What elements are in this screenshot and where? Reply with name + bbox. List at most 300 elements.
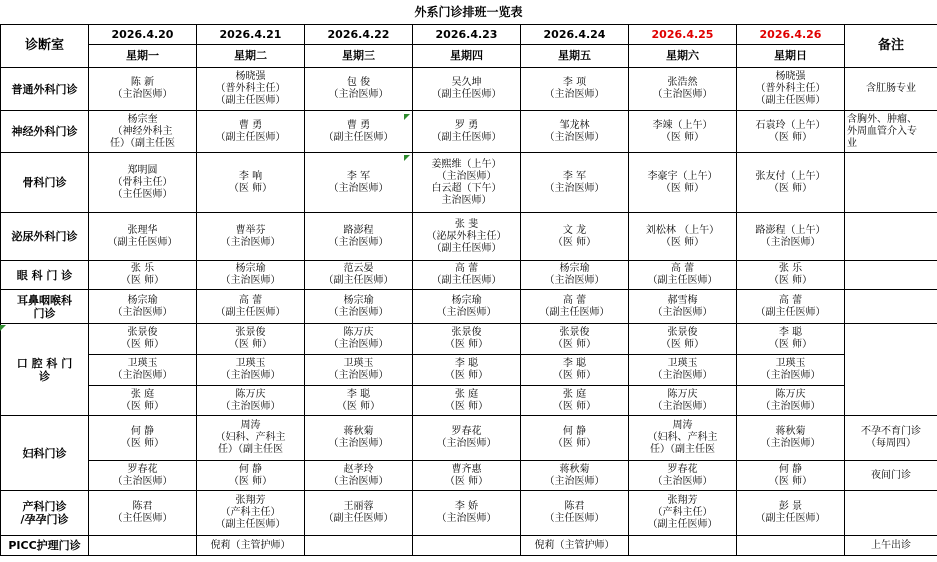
schedule-cell — [521, 355, 629, 386]
cell-line: 卫瑛玉 — [775, 358, 806, 369]
cell-line: （产科主任） — [220, 507, 281, 518]
cell-line: 含胸外、肿瘤、 — [847, 113, 917, 125]
row-ent — [1, 290, 937, 324]
schedule-table — [0, 24, 937, 556]
cell-line: （主治医师） — [652, 400, 713, 412]
schedule-cell — [305, 386, 413, 416]
cell-line: 曹 勇 — [346, 119, 371, 131]
cell-line: 妇科门诊 — [22, 446, 67, 460]
schedule-cell — [521, 261, 629, 290]
weekday-header — [521, 45, 629, 68]
date-header — [413, 25, 521, 45]
cell-line: 高 蕾 — [562, 294, 587, 306]
schedule-cell — [629, 153, 737, 213]
cell-line: 文 龙 — [562, 224, 587, 236]
cell-line: 星期日 — [774, 49, 807, 62]
schedule-cell — [521, 416, 629, 461]
cell-line: 2026.4.20 — [111, 27, 174, 41]
cell-line: 产科门诊 — [22, 500, 67, 513]
cell-line: 2026.4.25 — [651, 27, 714, 41]
cell-line: 口 腔 科 门 — [16, 356, 73, 370]
cell-line: （副主任医师） — [215, 131, 286, 143]
cell-line: （主治医师） — [544, 131, 605, 143]
cell-line: 曹 勇 — [238, 119, 263, 131]
cell-line: （主治医师） — [544, 475, 605, 487]
schedule-cell — [89, 491, 197, 536]
cell-line: 陈万庆 — [775, 388, 806, 400]
date-header — [737, 25, 845, 45]
schedule-cell — [197, 324, 305, 355]
schedule-cell — [413, 261, 521, 290]
cell-line: （医 师） — [660, 182, 705, 194]
schedule-cell — [305, 416, 413, 461]
cell-line: （主治医师） — [760, 400, 821, 412]
note-header — [845, 25, 937, 68]
cell-line: 陈君 — [132, 501, 153, 512]
schedule-cell — [197, 355, 305, 386]
cell-line: 王丽蓉 — [343, 501, 374, 512]
cell-line: （医 师） — [120, 438, 165, 449]
cell-line: 普通外科门诊 — [11, 82, 78, 96]
room-name — [1, 536, 89, 556]
schedule-cell — [737, 213, 845, 261]
schedule-cell — [629, 111, 737, 153]
page-title: 外系门诊排班一览表 — [414, 5, 523, 19]
schedule-cell — [305, 355, 413, 386]
cell-line: 张景俊 — [127, 327, 158, 338]
date-header — [89, 25, 197, 45]
cell-line: 诊断室 — [24, 38, 64, 53]
cell-line: 2026.4.24 — [543, 27, 606, 41]
schedule-cell — [629, 355, 737, 386]
cell-line: （副主任医师） — [323, 275, 394, 286]
note-cell — [845, 461, 937, 491]
cell-line: （医 师） — [768, 275, 813, 286]
row-urology — [1, 213, 937, 261]
date-header — [305, 25, 413, 45]
cell-line: （医 师） — [336, 400, 381, 412]
schedule-cell — [521, 461, 629, 491]
cell-line: 李 娇 — [454, 501, 479, 512]
cell-line: （主治医师） — [328, 475, 389, 487]
cell-line: 星期三 — [342, 49, 375, 62]
cell-line: 陈万庆 — [667, 388, 698, 400]
cell-line: （神经外科主 — [112, 125, 173, 137]
cell-line: （医 师） — [552, 339, 597, 350]
cell-line: 诊 — [39, 369, 50, 383]
cell-line: 张 庭 — [130, 388, 155, 400]
note-cell — [845, 416, 937, 461]
schedule-cell — [737, 290, 845, 324]
cell-line: （副主任医师） — [647, 519, 718, 530]
schedule-cell — [305, 68, 413, 111]
room-name — [1, 491, 89, 536]
row-gynecology — [1, 461, 937, 491]
cell-line: 主治医师） — [441, 194, 492, 206]
schedule-cell — [305, 324, 413, 355]
cell-line: 任）（副主任医 — [218, 444, 283, 455]
cell-line: 张浩然 — [667, 77, 698, 88]
cell-line: 星期二 — [234, 49, 267, 62]
cell-line: （医 师） — [444, 339, 489, 350]
schedule-cell — [305, 491, 413, 536]
cell-line: （主治医师） — [652, 306, 713, 318]
weekday-header — [413, 45, 521, 68]
schedule-cell — [89, 355, 197, 386]
cell-line: （主治医师） — [760, 438, 821, 449]
schedule-cell — [629, 536, 737, 556]
schedule-cell — [197, 461, 305, 491]
cell-line: 不孕不育门诊 — [861, 426, 921, 437]
schedule-cell — [737, 68, 845, 111]
schedule-cell — [521, 68, 629, 111]
weekday-header — [197, 45, 305, 68]
schedule-cell — [305, 153, 413, 213]
cell-line: 耳鼻咽喉科 — [17, 293, 72, 307]
schedule-cell — [89, 416, 197, 461]
schedule-cell — [89, 461, 197, 491]
cell-line: （主治医师） — [652, 89, 713, 100]
note-cell — [845, 213, 937, 261]
schedule-cell — [629, 324, 737, 355]
schedule-cell — [737, 261, 845, 290]
cell-line: 夜间门诊 — [871, 469, 911, 481]
cell-line: PICC护理门诊 — [8, 539, 81, 552]
cell-line: （主治医师） — [544, 89, 605, 100]
cell-line: 高 蕾 — [670, 263, 695, 274]
schedule-cell — [89, 111, 197, 153]
cell-line: 倪莉（主管护师） — [534, 539, 615, 551]
cell-line: 周涛 — [240, 420, 261, 431]
schedule-cell — [521, 324, 629, 355]
note-cell — [845, 153, 937, 213]
schedule-cell — [629, 213, 737, 261]
cell-line: 星期四 — [450, 49, 483, 62]
room-name — [1, 213, 89, 261]
note-cell — [845, 111, 937, 153]
schedule-cell — [197, 68, 305, 111]
cell-line: 何 静 — [778, 463, 803, 475]
cell-line: （普外科主任） — [755, 83, 826, 94]
cell-line: （主治医师） — [328, 306, 389, 318]
cell-line: 罗 勇 — [454, 119, 479, 131]
cell-line: 郑明圆 — [127, 164, 158, 176]
cell-line: 张景俊 — [559, 327, 590, 338]
cell-line: （医 师） — [768, 131, 813, 143]
cell-line: （主治医师） — [112, 370, 173, 381]
schedule-cell — [737, 416, 845, 461]
schedule-cell — [197, 290, 305, 324]
cell-line: （主治医师） — [760, 370, 821, 381]
cell-line: （副主任医师） — [431, 89, 502, 100]
schedule-cell — [737, 153, 845, 213]
date-header — [629, 25, 737, 45]
cell-line: （主治医师） — [220, 236, 281, 248]
cell-line: （主治医师） — [436, 306, 497, 318]
cell-line: （主治医师） — [652, 475, 713, 487]
schedule-cell — [629, 491, 737, 536]
cell-line: （主治医师） — [436, 513, 497, 524]
cell-line: 门诊 — [33, 306, 56, 320]
schedule-cell — [413, 491, 521, 536]
cell-line: 业 — [847, 137, 857, 149]
cell-line: 张理华 — [127, 224, 158, 236]
cell-line: 罗春花 — [667, 463, 698, 475]
row-obstetrics — [1, 491, 937, 536]
cell-line: 张友付（上午） — [755, 170, 826, 182]
note-cell — [845, 324, 937, 416]
schedule-cell — [737, 536, 845, 556]
schedule-cell — [737, 461, 845, 491]
cell-line: （医 师） — [120, 400, 165, 412]
cell-line: 蒋秋菊 — [343, 426, 374, 437]
comment-marker — [404, 114, 410, 120]
schedule-cell — [521, 153, 629, 213]
cell-line: （医 师） — [228, 475, 273, 487]
cell-line: 范云晏 — [343, 263, 374, 274]
cell-line: 外周血管介入专 — [847, 125, 917, 137]
cell-line: 杨宗奎 — [127, 113, 158, 125]
cell-line: （医 师） — [552, 370, 597, 381]
note-cell — [845, 290, 937, 324]
schedule-cell — [197, 416, 305, 461]
schedule-cell — [305, 213, 413, 261]
cell-line: 路澎程 — [343, 224, 374, 236]
cell-line: 蒋秋菊 — [559, 463, 590, 475]
room-name — [1, 111, 89, 153]
cell-line: （医 师） — [660, 236, 705, 248]
cell-line: （医 师） — [768, 339, 813, 350]
cell-line: （主治医师） — [328, 89, 389, 100]
cell-line: 杨晓强 — [775, 71, 806, 82]
cell-line: 含肛肠专业 — [866, 83, 916, 94]
date-header — [197, 25, 305, 45]
schedule-cell — [629, 68, 737, 111]
schedule-cell — [197, 261, 305, 290]
schedule-cell — [89, 536, 197, 556]
schedule-cell — [305, 461, 413, 491]
schedule-cell — [413, 461, 521, 491]
schedule-cell — [413, 213, 521, 261]
schedule-cell — [737, 355, 845, 386]
header-date-row — [1, 25, 937, 45]
schedule-cell — [413, 68, 521, 111]
cell-line: 白云超（下午） — [431, 182, 502, 194]
cell-line: （副主任医师） — [215, 519, 286, 530]
schedule-cell — [737, 491, 845, 536]
schedule-cell — [89, 213, 197, 261]
cell-line: 姜熙维（上午） — [431, 158, 502, 170]
cell-line: 赵孝玲 — [343, 463, 374, 475]
cell-line: 陈君 — [564, 501, 585, 512]
schedule-cell — [521, 213, 629, 261]
row-dental — [1, 355, 937, 386]
schedule-cell — [197, 213, 305, 261]
cell-line: 吴久坤 — [451, 77, 482, 88]
cell-line: 张景俊 — [235, 327, 266, 338]
cell-line: （副主任医师） — [107, 236, 178, 248]
cell-line: （医 师） — [228, 339, 273, 350]
cell-line: 2026.4.21 — [219, 27, 282, 41]
cell-line: （主治医师） — [652, 370, 713, 381]
cell-line: 高 蕾 — [454, 263, 479, 274]
schedule-cell — [305, 536, 413, 556]
comment-marker — [0, 325, 6, 331]
cell-line: 2026.4.23 — [435, 27, 498, 41]
cell-line: （泌尿外科主任） — [426, 230, 507, 242]
cell-line: 罗春花 — [127, 463, 158, 475]
note-cell — [845, 68, 937, 111]
cell-line: （副主任医师） — [755, 95, 826, 106]
cell-line: （主任医师） — [112, 188, 173, 200]
cell-line: 2026.4.22 — [327, 27, 390, 41]
cell-line: （产科主任） — [652, 507, 713, 518]
row-dental — [1, 386, 937, 416]
cell-line: 李 响 — [238, 170, 263, 182]
cell-line: 曹齐惠 — [451, 463, 482, 475]
cell-line: （骨科主任） — [112, 176, 173, 188]
cell-line: （副主任医师） — [431, 131, 502, 143]
row-picc — [1, 536, 937, 556]
cell-line: 张 庭 — [562, 388, 587, 400]
cell-line: 张翔芳 — [235, 495, 266, 506]
cell-line: 星期六 — [666, 49, 699, 62]
cell-line: 李 军 — [346, 170, 371, 182]
schedule-cell — [413, 111, 521, 153]
cell-line: （医 师） — [228, 182, 273, 194]
room-name — [1, 290, 89, 324]
schedule-cell — [737, 324, 845, 355]
cell-line: 陈万庆 — [343, 327, 374, 338]
cell-line: 何 静 — [238, 463, 263, 475]
cell-line: （副主任医师） — [431, 275, 502, 286]
row-neurosurgery — [1, 111, 937, 153]
cell-line: 李 军 — [562, 170, 587, 182]
cell-line: 李 聪 — [562, 358, 587, 369]
cell-line: （主治医师） — [544, 275, 605, 286]
schedule-cell — [89, 386, 197, 416]
schedule-cell — [413, 386, 521, 416]
cell-line: 杨宗瑜 — [559, 263, 590, 274]
cell-line: 星期五 — [558, 49, 591, 62]
note-cell — [845, 536, 937, 556]
room-name — [1, 324, 89, 416]
cell-line: 周涛 — [672, 420, 693, 431]
row-gynecology — [1, 416, 937, 461]
schedule-cell — [629, 290, 737, 324]
cell-line: 路澎程（上午） — [755, 224, 826, 236]
cell-line: （副主任医师） — [323, 131, 394, 143]
cell-line: （主治医师） — [328, 370, 389, 381]
cell-line: 彭 景 — [778, 501, 803, 512]
schedule-cell — [413, 153, 521, 213]
cell-line: （主治医师） — [760, 236, 821, 248]
cell-line: 张翔芳 — [667, 495, 698, 506]
weekday-header — [89, 45, 197, 68]
schedule-cell — [89, 153, 197, 213]
weekday-header — [305, 45, 413, 68]
schedule-cell — [413, 290, 521, 324]
cell-line: （医 师） — [660, 131, 705, 143]
schedule-cell — [737, 111, 845, 153]
cell-line: 杨宗瑜 — [127, 294, 158, 306]
row-general-surgery — [1, 68, 937, 111]
cell-line: 卫瑛玉 — [343, 358, 374, 369]
room-name — [1, 68, 89, 111]
cell-line: （主治医师） — [112, 475, 173, 487]
row-orthopedics — [1, 153, 937, 213]
cell-line: （主治医师） — [544, 182, 605, 194]
cell-line: （医 师） — [444, 475, 489, 487]
schedule-cell — [197, 386, 305, 416]
cell-line: （副主任医师） — [755, 306, 826, 318]
cell-line: （主治医师） — [436, 438, 497, 449]
cell-line: 神经外科门诊 — [11, 125, 78, 138]
schedule-cell — [89, 68, 197, 111]
cell-line: 上午出诊 — [871, 539, 911, 551]
cell-line: 郝雪梅 — [667, 294, 698, 306]
cell-line: （主治医师） — [220, 370, 281, 381]
cell-line: 倪莉（主管护师） — [210, 539, 291, 551]
schedule-cell — [413, 416, 521, 461]
cell-line: 泌尿外科门诊 — [11, 230, 78, 243]
schedule-cell — [89, 290, 197, 324]
cell-line: （医 师） — [444, 370, 489, 381]
cell-line: （副主任医师） — [431, 242, 502, 254]
weekday-header — [629, 45, 737, 68]
schedule-cell — [413, 355, 521, 386]
cell-line: （医 师） — [552, 438, 597, 449]
comment-marker — [404, 155, 410, 161]
cell-line: 李 聪 — [778, 327, 803, 338]
schedule-cell — [305, 290, 413, 324]
weekday-header — [737, 45, 845, 68]
cell-line: （医 师） — [120, 339, 165, 350]
cell-line: （每周四） — [866, 438, 916, 449]
schedule-cell — [197, 153, 305, 213]
cell-line: 何 静 — [130, 426, 155, 437]
cell-line: （医 师） — [552, 236, 597, 248]
cell-line: 包 俊 — [346, 77, 371, 88]
cell-line: /孕孕门诊 — [20, 513, 69, 526]
note-cell — [845, 261, 937, 290]
cell-line: 杨晓强 — [235, 71, 266, 82]
cell-line: 石袁玲（上午） — [755, 119, 826, 131]
cell-line: 卫瑛玉 — [235, 358, 266, 369]
schedule-cell — [89, 324, 197, 355]
schedule-cell — [305, 111, 413, 153]
cell-line: 张景俊 — [667, 327, 698, 338]
cell-line: （副主任医师） — [215, 95, 286, 106]
cell-line: （主治医师） — [328, 339, 389, 350]
cell-line: （医 师） — [660, 339, 705, 350]
cell-line: 任）（副主任医 — [650, 444, 715, 455]
cell-line: 高 蕾 — [238, 294, 263, 306]
cell-line: 李 聪 — [346, 388, 371, 400]
cell-line: 2026.4.26 — [759, 27, 822, 41]
schedule-cell — [521, 491, 629, 536]
cell-line: 杨宗瑜 — [235, 263, 266, 274]
cell-line: 罗春花 — [451, 426, 482, 437]
cell-line: 李 项 — [562, 77, 587, 88]
cell-line: （医 师） — [768, 475, 813, 487]
schedule-cell — [89, 261, 197, 290]
cell-line: （主治医师） — [328, 182, 389, 194]
cell-line: 刘松林 （上午） — [645, 224, 720, 236]
schedule-cell — [737, 386, 845, 416]
cell-line: 李豪宇（上午） — [647, 170, 718, 182]
cell-line: （主治医师） — [220, 275, 281, 286]
